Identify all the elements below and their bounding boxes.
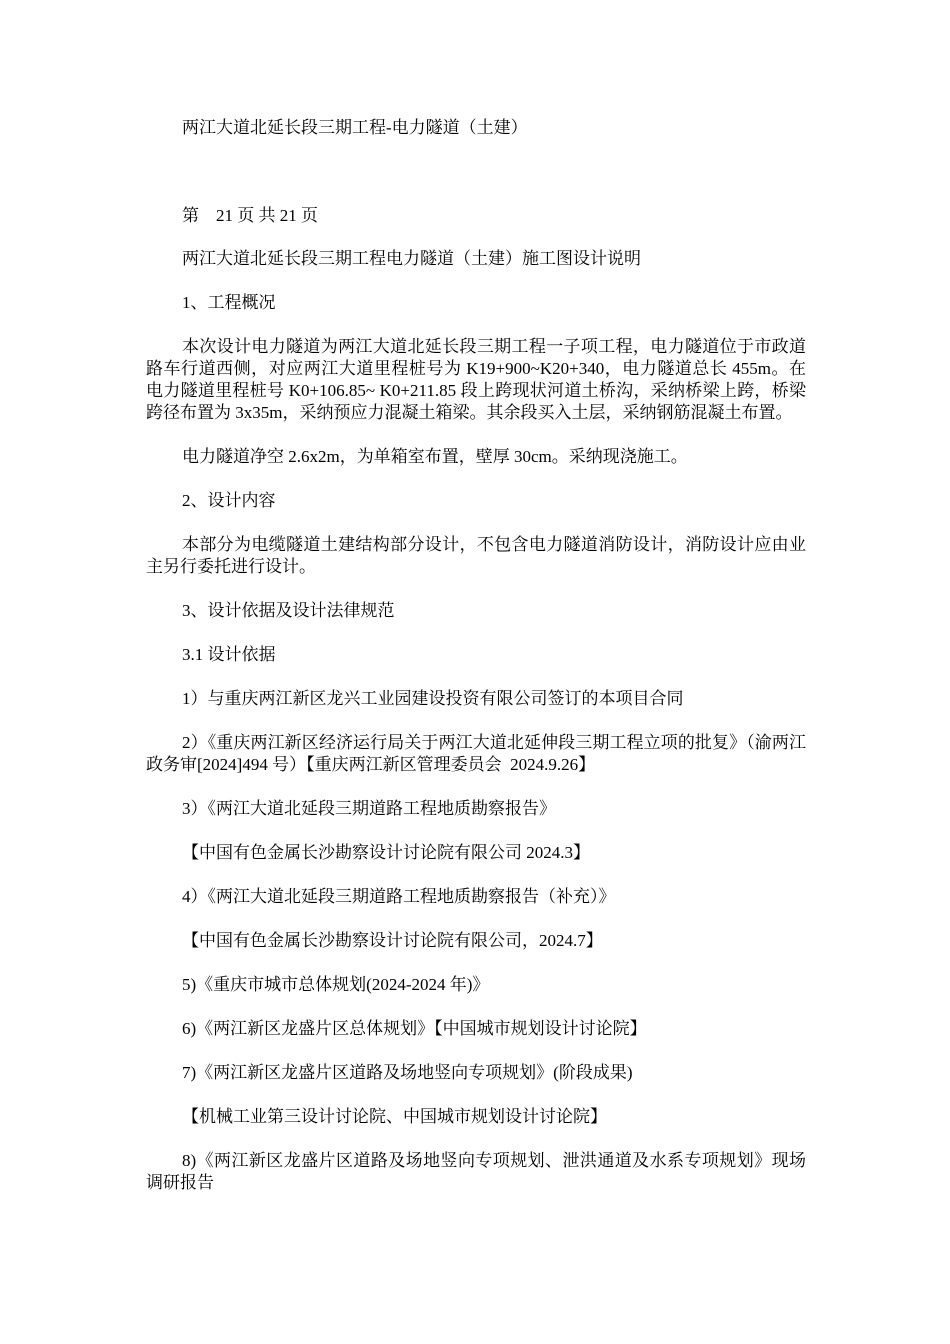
list-item: 8)《两江新区龙盛片区道路及场地竖向专项规划、泄洪通道及水系专项规划》现场调研报告: [146, 1151, 806, 1192]
section-heading: 3、设计依据及设计法律规范: [182, 601, 395, 620]
list-item: 6)《两江新区龙盛片区总体规划》【中国城市规划设计讨论院】: [182, 1019, 647, 1038]
list-item: 7)《两江新区龙盛片区道路及场地竖向专项规划》(阶段成果): [182, 1063, 633, 1082]
list-item: 5)《重庆市城市总体规划(2024-2024 年)》: [182, 975, 490, 994]
list-item: 2）《重庆两江新区经济运行局关于两江大道北延伸段三期工程立项的批复》（渝两江政务审[2024]494 号）【重庆两江新区管理委员会 2024.9.26】: [146, 733, 806, 774]
paragraph: 本次设计电力隧道为两江大道北延长段三期工程一子项工程，电力隧道位于市政道路车行道西侧，对应两江大道里程桩号为 K19+900~K20+340，电力隧道总长 455m。在电力隧道里程桩号 K0+106.85~ K0+211.85 段上跨现状河道土桥沟，采纳桥梁上跨，桥梁跨径布置为 3x35m，采纳预应力混凝土箱梁。其余段买入土层，采纳钢筋混凝土布置。: [146, 337, 806, 422]
list-item: 1）与重庆两江新区龙兴工业园建设投资有限公司签订的本项目合同: [182, 689, 684, 708]
document-title: 两江大道北延长段三期工程电力隧道（土建）施工图设计说明: [182, 249, 641, 268]
list-item-source: 【中国有色金属长沙勘察设计讨论院有限公司 2024.3】: [182, 843, 590, 862]
list-item: 4）《两江大道北延段三期道路工程地质勘察报告（补充）》: [182, 887, 616, 906]
page-number: 第 21 页 共 21 页: [182, 206, 318, 225]
header-title: 两江大道北延长段三期工程-电力隧道（土建）: [182, 118, 528, 137]
section-heading: 2、设计内容: [182, 491, 276, 510]
section-heading: 1、工程概况: [182, 293, 276, 312]
list-item-source: 【中国有色金属长沙勘察设计讨论院有限公司，2024.7】: [182, 931, 603, 950]
document-body: [146, 248, 806, 1216]
paragraph: 电力隧道净空 2.6x2m，为单箱室布置，壁厚 30cm。采纳现浇施工。: [182, 447, 688, 466]
subsection-heading: 3.1 设计依据: [182, 645, 276, 664]
paragraph: 本部分为电缆隧道土建结构部分设计，不包含电力隧道消防设计，消防设计应由业主另行委托进行设计。: [146, 535, 806, 576]
list-item: 3）《两江大道北延段三期道路工程地质勘察报告》: [182, 799, 556, 818]
list-item-source: 【机械工业第三设计讨论院、中国城市规划设计讨论院】: [182, 1107, 607, 1126]
